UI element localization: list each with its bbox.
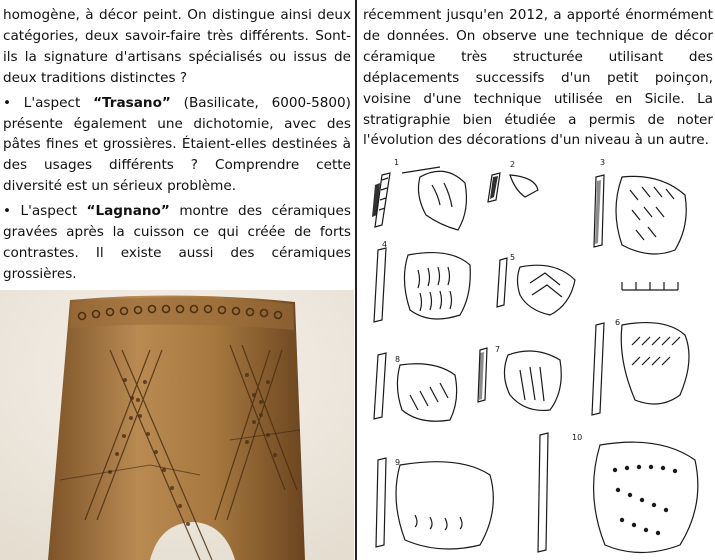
- figure-number: 10: [572, 433, 583, 442]
- bullet-prefix: • L'aspect: [3, 203, 87, 220]
- figure-number: 3: [600, 158, 606, 167]
- figure-number: 7: [495, 345, 501, 354]
- term-trasano: “Trasano”: [93, 94, 171, 111]
- left-paragraph-1: homogène, à décor peint. On distingue ainsi deux catégories, deux savoir-faire très différents. Sont-ils la signature d'artisans spécialisés ou issus de deux traditions distinctes ?: [3, 7, 351, 86]
- pottery-photo: [0, 290, 354, 560]
- trasano-text: (Basilicate, 6000-5800) présente également une dichotomie, avec des pâtes fines et grossières. Étaient-elles destinées à des usages différents ? Comprendre cette diversité est un sérieux problème.: [3, 94, 351, 195]
- sherds-drawing: [360, 155, 715, 560]
- column-divider: [355, 0, 357, 560]
- term-lagnano: “Lagnano”: [86, 203, 170, 220]
- bullet-prefix: • L'aspect: [3, 94, 94, 111]
- lagnano-text: montre des céramiques gravées après la cuisson ce qui créée de forts contrastes. Il existe aussi des céramiques grossières.: [3, 203, 351, 282]
- pottery-vessel-image: [0, 290, 354, 560]
- figure-number: 1: [394, 158, 400, 167]
- figure-number: 4: [382, 240, 388, 249]
- left-paragraph-trasano: [3, 93, 351, 198]
- figure-number: 2: [510, 160, 516, 169]
- figure-number: 8: [395, 355, 401, 364]
- figure-number: 6: [615, 318, 621, 327]
- pottery-sherds-figure: [360, 155, 715, 560]
- right-paragraph-1: récemment jusqu'en 2012, a apporté énormément de données. On observe une technique de décor céramique très structurée utilisant des déplacements successifs d'un petit poinçon, voisine d'une technique utilisée en Sicile. La stratigraphie bien étudiée a permis de noter l'évolution des décorations d'un niveau à un autre.: [363, 7, 713, 149]
- figure-number: 5: [510, 253, 516, 262]
- figure-number: 9: [395, 458, 401, 467]
- left-paragraph-lagnano: [3, 201, 351, 285]
